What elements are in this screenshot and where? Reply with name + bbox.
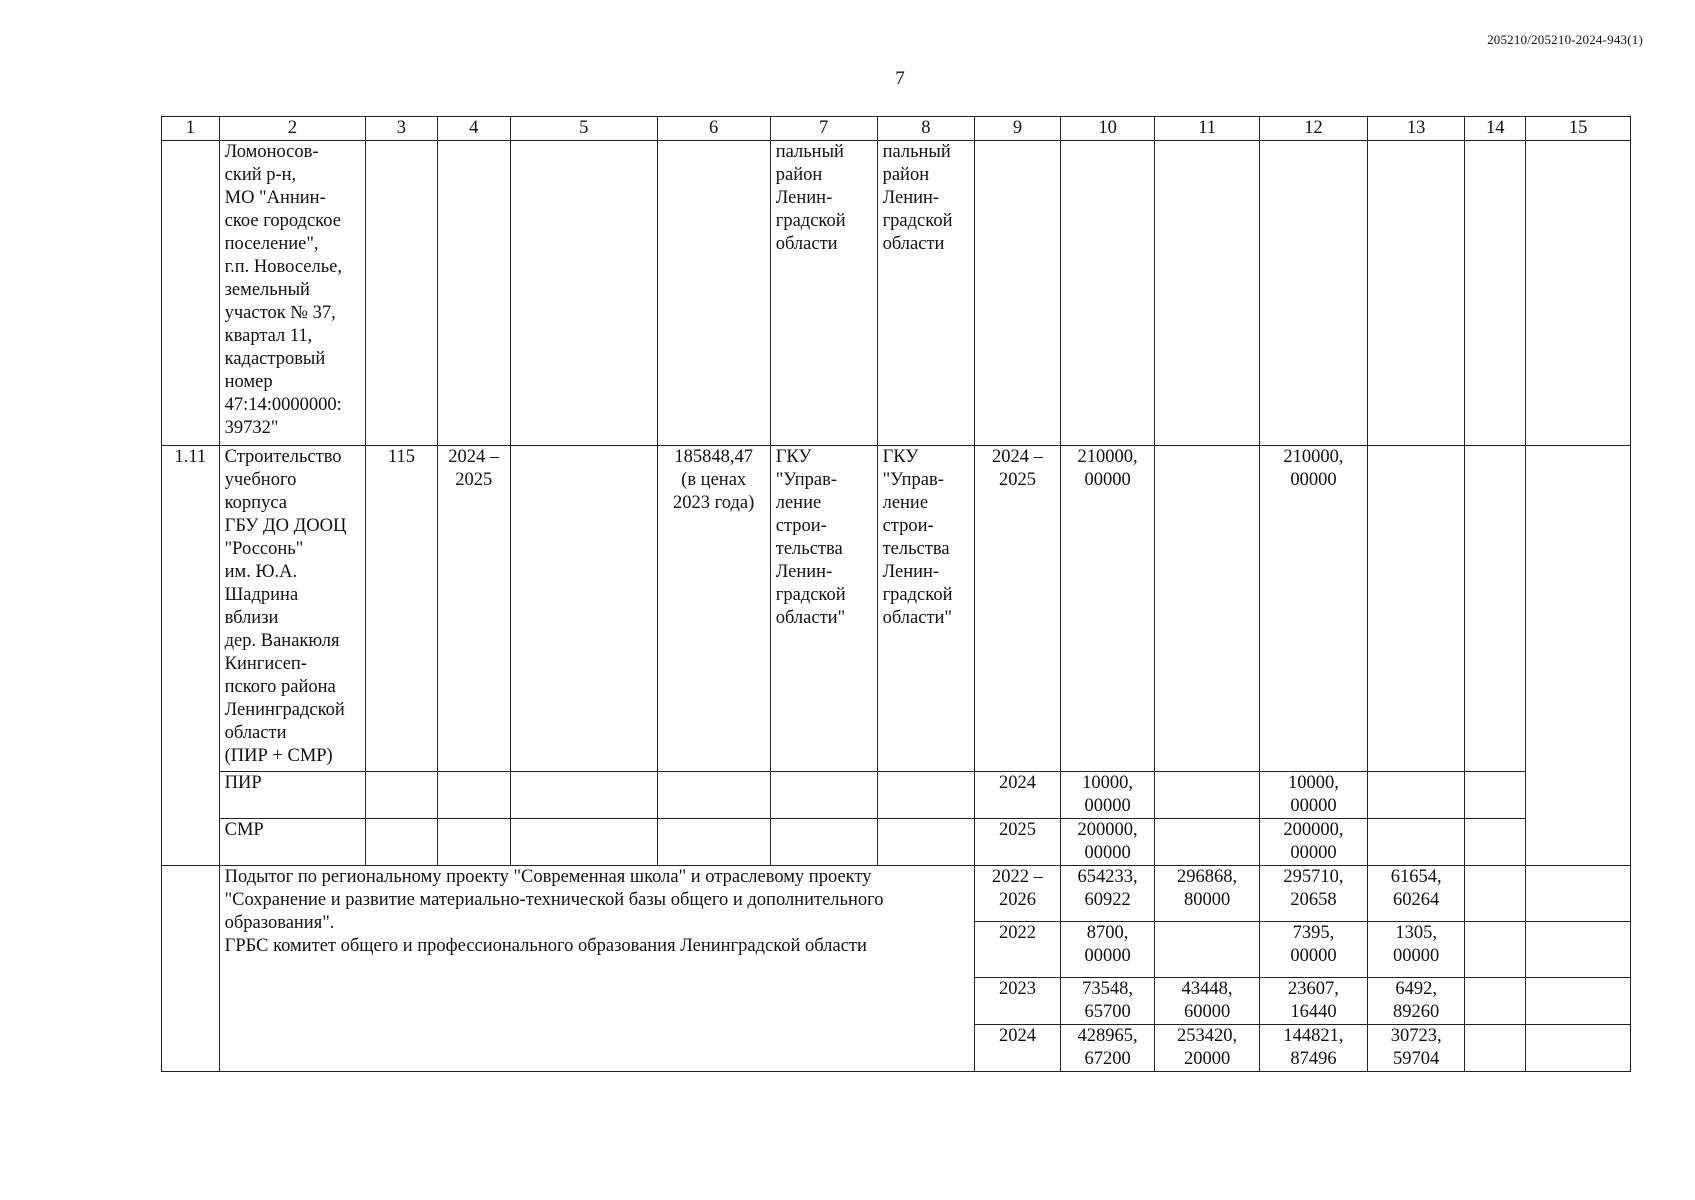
project-table bbox=[161, 116, 1631, 1072]
cell-period: 2024 – 2025 bbox=[437, 446, 510, 772]
cell-empty bbox=[770, 772, 877, 819]
cell-capacity: 115 bbox=[366, 446, 437, 772]
cell-empty bbox=[1526, 922, 1631, 978]
column-number-row bbox=[162, 117, 1631, 141]
cell-empty bbox=[1526, 141, 1631, 446]
cell-location: Ломоносов- ский р-н, МО "Аннин- ское городское поселение", г.п. Новоселье, земельный участок № 37, квартал 11, кадастровый номер 47:14:0000000: 39732" bbox=[219, 141, 366, 446]
cell-federal-budget: 43448, 60000 bbox=[1155, 978, 1260, 1025]
cell-empty bbox=[1465, 1025, 1526, 1072]
cell-year: 2022 bbox=[975, 922, 1061, 978]
cell-empty bbox=[366, 772, 437, 819]
cell-empty bbox=[657, 141, 770, 446]
cell-years: 2022 – 2026 bbox=[975, 866, 1061, 922]
col-num: 15 bbox=[1526, 117, 1631, 141]
cell-local-budget: 6492, 89260 bbox=[1367, 978, 1464, 1025]
col-num: 14 bbox=[1465, 117, 1526, 141]
cell-empty bbox=[657, 772, 770, 819]
cell-empty bbox=[1367, 141, 1464, 446]
cell-empty bbox=[437, 819, 510, 866]
cell-empty bbox=[1526, 446, 1631, 866]
cell-stage-label: ПИР bbox=[219, 772, 366, 819]
cell-stage-label: СМР bbox=[219, 819, 366, 866]
cell-empty bbox=[1465, 772, 1526, 819]
cell-empty bbox=[1465, 446, 1526, 772]
cell-regional-budget: 200000, 00000 bbox=[1260, 819, 1368, 866]
cell-year: 2025 bbox=[975, 819, 1061, 866]
cell-customer: ГКУ "Управ- ление строи- тельства Ленин- градской области" bbox=[770, 446, 877, 772]
cell-empty bbox=[1526, 866, 1631, 922]
cell-empty bbox=[510, 772, 657, 819]
cell-empty bbox=[1526, 1025, 1631, 1072]
cell-empty bbox=[877, 772, 974, 819]
cell-total: 73548, 65700 bbox=[1060, 978, 1154, 1025]
cell-total: 654233, 60922 bbox=[1060, 866, 1154, 922]
cell-empty bbox=[1465, 866, 1526, 922]
cell-total: 428965, 67200 bbox=[1060, 1025, 1154, 1072]
cell-regional-budget: 144821, 87496 bbox=[1260, 1025, 1368, 1072]
col-num: 3 bbox=[366, 117, 437, 141]
cell-years: 2024 – 2025 bbox=[975, 446, 1061, 772]
col-num: 7 bbox=[770, 117, 877, 141]
cell-regional-budget: 10000, 00000 bbox=[1260, 772, 1368, 819]
cell-empty bbox=[770, 819, 877, 866]
col-num: 8 bbox=[877, 117, 974, 141]
cell-empty bbox=[1060, 141, 1154, 446]
cell-empty bbox=[1155, 446, 1260, 772]
col-num: 4 bbox=[437, 117, 510, 141]
col-num: 9 bbox=[975, 117, 1061, 141]
cell-empty bbox=[1155, 772, 1260, 819]
cell-year: 2023 bbox=[975, 978, 1061, 1025]
cell-empty bbox=[877, 819, 974, 866]
cell-empty bbox=[1155, 141, 1260, 446]
cell-year: 2024 bbox=[975, 1025, 1061, 1072]
cell-regional-budget: 210000, 00000 bbox=[1260, 446, 1368, 772]
col-num: 2 bbox=[219, 117, 366, 141]
subtotal-row bbox=[162, 866, 1631, 922]
cell-empty bbox=[437, 141, 510, 446]
cell-regional-budget: 7395, 00000 bbox=[1260, 922, 1368, 978]
cell-total: 200000, 00000 bbox=[1060, 819, 1154, 866]
cell-customer: пальный район Ленин- градской области bbox=[770, 141, 877, 446]
cell-empty bbox=[975, 141, 1061, 446]
col-num: 11 bbox=[1155, 117, 1260, 141]
cell-empty bbox=[437, 772, 510, 819]
cell-empty bbox=[1526, 978, 1631, 1025]
cell-empty bbox=[1465, 922, 1526, 978]
cell-local-budget: 61654, 60264 bbox=[1367, 866, 1464, 922]
cell-empty bbox=[1260, 141, 1368, 446]
cell-empty bbox=[162, 866, 220, 1072]
cell-empty bbox=[366, 141, 437, 446]
col-num: 5 bbox=[510, 117, 657, 141]
cell-empty bbox=[162, 141, 220, 446]
cell-local-budget: 1305, 00000 bbox=[1367, 922, 1464, 978]
cell-empty bbox=[1465, 978, 1526, 1025]
cell-regional-budget: 295710, 20658 bbox=[1260, 866, 1368, 922]
cell-empty bbox=[366, 819, 437, 866]
cell-developer: ГКУ "Управ- ление строи- тельства Ленин- градской области" bbox=[877, 446, 974, 772]
col-num: 6 bbox=[657, 117, 770, 141]
cell-empty bbox=[1367, 446, 1464, 772]
col-num: 1 bbox=[162, 117, 220, 141]
cell-empty bbox=[1155, 819, 1260, 866]
cell-total: 10000, 00000 bbox=[1060, 772, 1154, 819]
cell-estimated-cost: 185848,47 (в ценах 2023 года) bbox=[657, 446, 770, 772]
cell-federal-budget: 253420, 20000 bbox=[1155, 1025, 1260, 1072]
cell-empty bbox=[510, 141, 657, 446]
cell-local-budget: 30723, 59704 bbox=[1367, 1025, 1464, 1072]
cell-federal-budget: 296868, 80000 bbox=[1155, 866, 1260, 922]
table-row-1-11 bbox=[162, 446, 1631, 772]
page-number: 7 bbox=[895, 68, 905, 89]
cell-empty bbox=[1465, 141, 1526, 446]
cell-regional-budget: 23607, 16440 bbox=[1260, 978, 1368, 1025]
cell-empty bbox=[510, 819, 657, 866]
table-row-continued bbox=[162, 141, 1631, 446]
document-id: 205210/205210-2024-943(1) bbox=[1487, 32, 1643, 47]
cell-developer: пальный район Ленин- градской области bbox=[877, 141, 974, 446]
col-num: 13 bbox=[1367, 117, 1464, 141]
subtotal-description: Подытог по региональному проекту "Современная школа" и отраслевому проекту "Сохранение и развитие материально-технической базы общего и дополнительного образования". ГРБС комитет общего и профессионального образования Ленинградской области bbox=[219, 866, 974, 1072]
cell-empty bbox=[1465, 819, 1526, 866]
col-num: 12 bbox=[1260, 117, 1368, 141]
cell-federal-budget bbox=[1155, 922, 1260, 978]
cell-total: 8700, 00000 bbox=[1060, 922, 1154, 978]
cell-item-number: 1.11 bbox=[162, 446, 220, 866]
cell-object-name: Строительство учебного корпуса ГБУ ДО ДООЦ "Россонь" им. Ю.А. Шадрина вблизи дер. Ванакюля Кингисеп- пского района Ленинградской области (ПИР + СМР) bbox=[219, 446, 366, 772]
col-num: 10 bbox=[1060, 117, 1154, 141]
table-row-pir bbox=[162, 772, 1631, 819]
cell-empty bbox=[657, 819, 770, 866]
cell-year: 2024 bbox=[975, 772, 1061, 819]
cell-empty bbox=[1367, 819, 1464, 866]
table-row-smr bbox=[162, 819, 1631, 866]
cell-empty bbox=[1367, 772, 1464, 819]
cell-empty bbox=[510, 446, 657, 772]
cell-total: 210000, 00000 bbox=[1060, 446, 1154, 772]
